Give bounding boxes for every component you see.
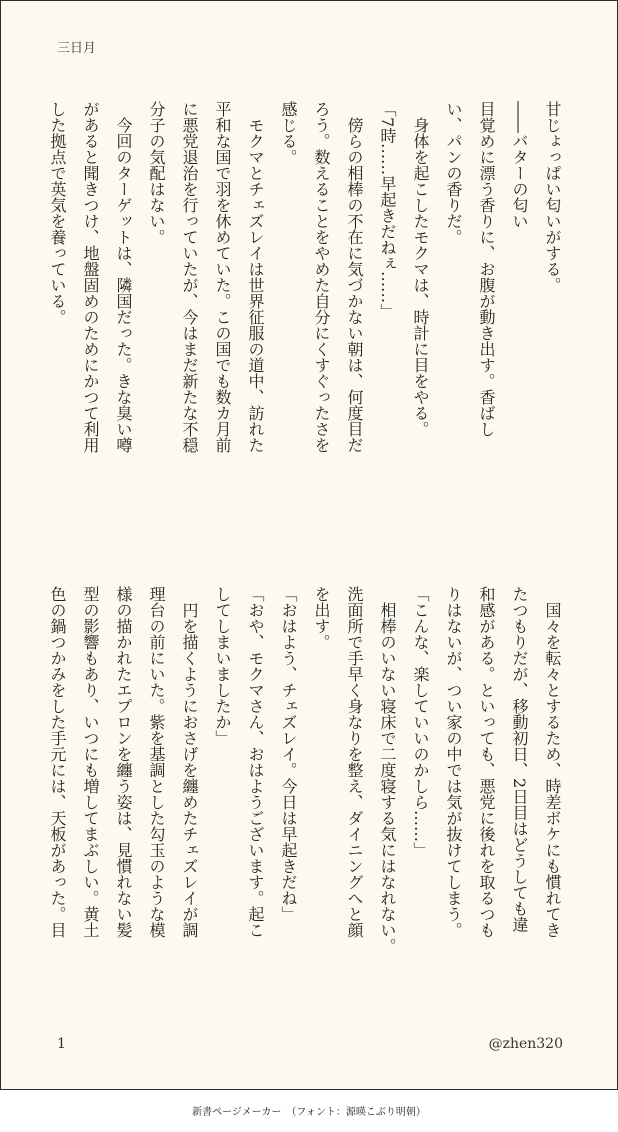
text-line: 「7時……早起きだねぇ……」 xyxy=(378,101,397,320)
text-line: 平和な国で羽を休めていた。この国でも数カ月前 xyxy=(213,101,232,453)
page-number: 1 xyxy=(57,1036,66,1052)
text-line: 相棒のいない寝床で二度寝する気にはなれない。 xyxy=(378,586,397,954)
text-line: 「おはよう、チェズレイ。今日は早起きだね」 xyxy=(279,586,298,922)
text-line: ろう。数えることをやめた自分にくすぐったさを xyxy=(312,101,331,453)
text-line: 甘じょっぱい匂いがする。 xyxy=(543,101,562,293)
text-line: 「おや、モクマさん、おはようございます。起こ xyxy=(246,586,265,938)
text-line: 国々を転々とするため、時差ボケにも慣れてき xyxy=(543,586,562,938)
text-line: 「こんな、楽していいのかしら……」 xyxy=(411,586,430,858)
text-line: 感じる。 xyxy=(279,101,298,165)
text-line: りはないが、つい家の中では気が抜けてしまう。 xyxy=(444,586,463,938)
text-line: 様の描かれたエプロンを纏う姿は、見慣れない髪 xyxy=(114,586,133,938)
text-line: 身体を起こしたモクマは、時計に目をやる。 xyxy=(411,101,430,437)
text-line: してしまいましたか」 xyxy=(213,586,232,746)
text-line: 傍らの相棒の不在に気づかない朝は、何度目だ xyxy=(345,101,364,453)
text-line: 目覚めに漂う香りに、お腹が動き出す。香ばし xyxy=(477,101,496,437)
page-header-title: 三日月 xyxy=(57,41,97,56)
text-column-bottom xyxy=(48,586,569,1028)
text-line: モクマとチェズレイは世界征服の道中、訪れた xyxy=(246,101,265,453)
generator-credit: 新書ページメーカー （フォント：源暎こぶり明朝） xyxy=(192,1107,426,1118)
text-line: たつもりだが、移動初日、2日目はどうしても違 xyxy=(510,586,529,933)
text-line: した拠点で英気を養っている。 xyxy=(48,101,67,325)
text-column-top xyxy=(48,101,569,543)
text-line: があると聞きつけ、地盤固めのためにかつて利用 xyxy=(81,101,100,453)
text-line: い、パンの香りだ。 xyxy=(444,101,463,245)
text-line: に悪党退治を行っていたが、今はまだ新たな不穏 xyxy=(180,101,199,453)
text-line: 今回のターゲットは、隣国だった。きな臭い噂 xyxy=(114,101,133,453)
text-line: 洗面所で手早く身なりを整え、ダイニングへと顔 xyxy=(345,586,364,938)
text-line: 理台の前にいた。紫を基調とした勾玉のような模 xyxy=(147,586,166,938)
text-line: ――バターの匂い xyxy=(510,101,529,229)
text-line: を出す。 xyxy=(312,586,331,650)
text-line: 円を描くようにおさげを纏めたチェズレイが調 xyxy=(180,586,199,938)
text-line: 和感がある。といっても、悪党に後れを取るつも xyxy=(477,586,496,938)
text-line: 分子の気配はない。 xyxy=(147,101,166,245)
author-handle: @zhen320 xyxy=(488,1036,563,1052)
text-line: 型の影響もあり、いつにも増してまぶしい。黄土 xyxy=(81,586,100,938)
text-line: 色の鍋つかみをした手元には、天板があった。目 xyxy=(48,586,67,938)
